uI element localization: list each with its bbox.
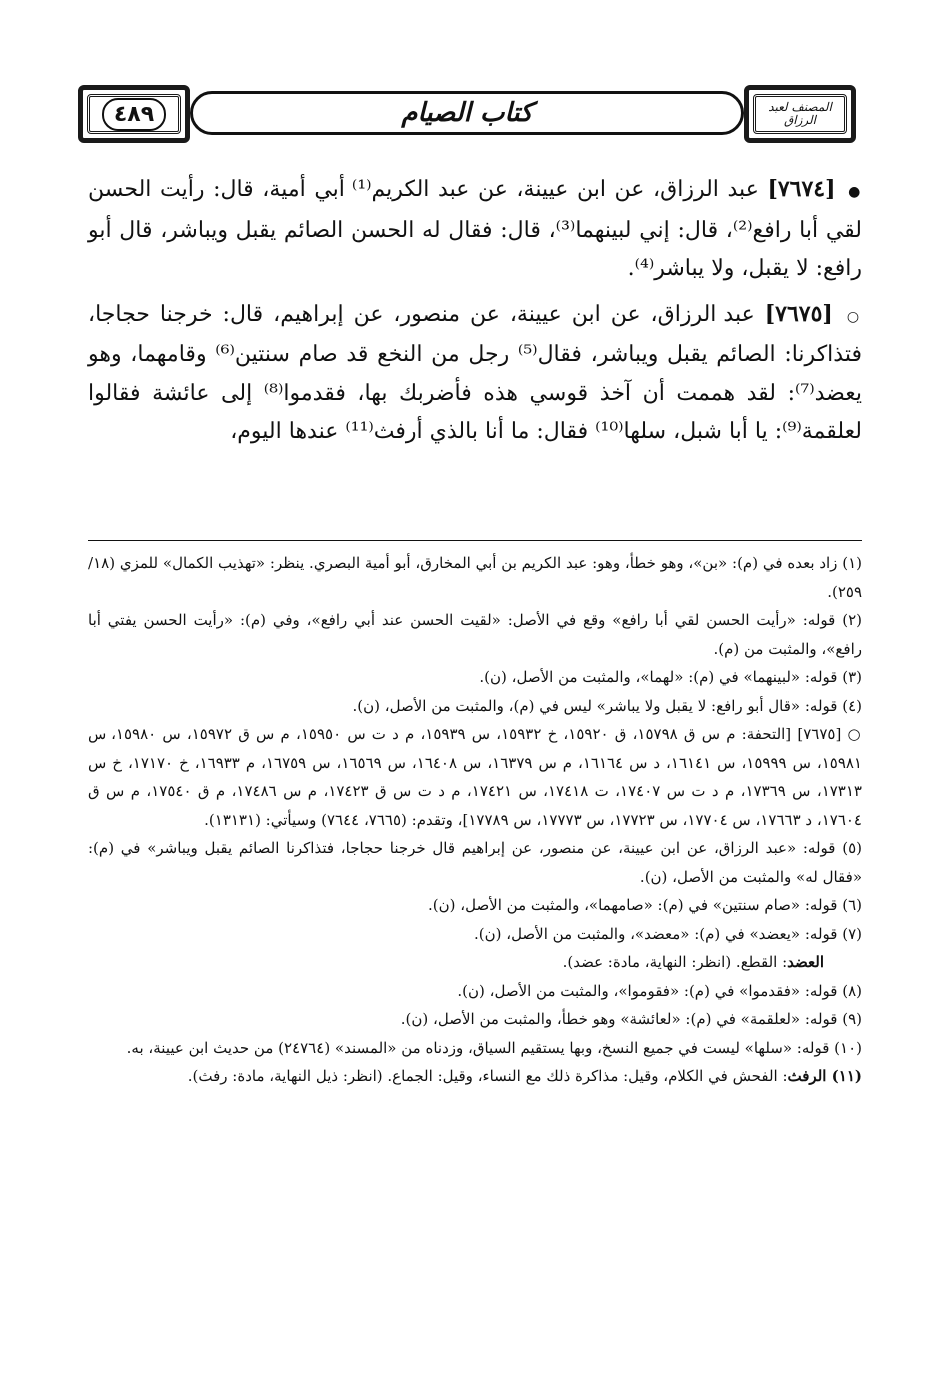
takhrij-note: ○ [٧٦٧٥] [التحفة: م س ق ١٥٧٩٨، ق ١٥٩٢٠، خ ١٥٩٣٢، س ١٥٩٣٩، م د ت س ١٥٩٥٠، م س ق ١٥٩٧٢، س ١٥٩٨٠، س ١٥٩٨١، س ١٥٩٩٩، س ١٦١٤١، د س ١٦١٦٤، م س ١٦٣٧٩، س ١٦٤٠٨، س ١٦٥٦٩، س ١٦٧٥٩، م ١٦٩٣٣، خ ١٧١٧٠، خ س ١٧٣١٣، س ١٧٣٦٩، م د ت س ١٧٤٠٧، ت ١٧٤١٨، س ١٧٤٢١، م د ت س ق ١٧٤٢٣، م س ١٧٤٨٦، م ق ١٧٥٤٠، م س ق ١٧٦٠٤، د ١٧٦٦٣، س ١٧٧٠٤، س ١٧٧٢٣، س ١٧٧٧٣، س ١٧٧٨٩]، وتقدم: (٧٦٦٥، ٧٦٤٤) وسيأتي: (١٣١٣١). xyxy=(88,725,862,829)
footnote: (٢) قوله: «رأيت الحسن لقي أبا رافع» وقع في الأصل: «لقيت الحسن عند أبي رافع»، وفي (م): «رأيت الحسن يفتي أبا رافع»، والمثبت من (م). xyxy=(88,611,862,658)
footnote-divider xyxy=(88,540,862,541)
entry-marker: ○ xyxy=(846,308,863,325)
hadith-entry xyxy=(88,170,862,289)
page-number-frame xyxy=(78,85,190,143)
hadith-text xyxy=(88,170,862,458)
glossary-term: العضد xyxy=(787,953,824,971)
footnote: (٤) قوله: «قال أبو رافع: لا يقبل ولا يباشر» ليس في (م)، والمثبت من الأصل، (ن). xyxy=(352,696,862,715)
entry-number: [٧٦٧٥] xyxy=(764,300,833,327)
footnote: (٩) قوله: «لعلقمة» في (م): «لعائشة» وهو خطأ، والمثبت من الأصل، (ن). xyxy=(400,1010,862,1028)
entry-text: عبد الرزاق، عن ابن عيينة، عن عبد الكريم⁽¹⁾ أبي أمية، قال: رأيت الحسن لقي أبا رافع⁽²⁾، قال: إني لبينهما⁽³⁾، قال: فقال له الحسن الصائم يقبل ويباشر، قال أبو رافع: لا يقبل، ولا يباشر⁽⁴⁾. xyxy=(88,177,862,281)
entry-marker: ● xyxy=(848,184,862,200)
footnotes xyxy=(88,549,862,1091)
chapter-title: كتاب الصيام xyxy=(401,98,533,128)
entry-number: [٧٦٧٤] xyxy=(767,176,836,202)
entry-text: عبد الرزاق، عن ابن عيينة، عن منصور، عن إبراهيم، قال: خرجنا حجاجا، فتذاكرنا: الصائم يقبل ويباشر، فقال⁽⁵⁾ رجل من النخع قد صام سنتين⁽⁶⁾ وقامهما، وهو يعضد⁽⁷⁾: لقد هممت أن آخذ قوسي هذه فأضربك بها، فقدموا⁽⁸⁾ إلى عائشة فقالوا لعلقمة⁽⁹⁾: يا أبا شبل، سلها⁽¹⁰⁾ فقال: ما أنا بالذي أرفث⁽¹¹⁾ عندها اليوم، xyxy=(88,301,862,444)
hadith-entry xyxy=(88,295,862,452)
chapter-title-band xyxy=(190,91,744,135)
footnote xyxy=(88,1062,862,1091)
series-title: المصنف لعبد الرزاق xyxy=(768,99,832,127)
series-logo-frame xyxy=(744,85,856,143)
glossary-text: : القطع. (انظر: النهاية، مادة: عضد). xyxy=(562,953,788,971)
footnote: (١٠) قوله: «سلها» ليست في جميع النسخ، وبها يستقيم السياق، وزدناه من «المسند» (٢٤٧٦٤) من حديث ابن عيينة، به. xyxy=(126,1038,862,1057)
glossary-note xyxy=(88,948,862,977)
footnote: (١) زاد بعده في (م): «بن»، وهو خطأ، وهو: عبد الكريم بن أبي المخارق، أبو أمية البصري. ينظر: «تهذيب الكمال» للمزي (١٨/ ٢٥٩). xyxy=(88,554,862,601)
footnote: (٣) قوله: «لبينهما» في (م): «لهما»، والمثبت من الأصل، (ن). xyxy=(479,668,862,686)
page-number: ٤٨٩ xyxy=(102,98,166,131)
glossary-text: : الفحش في الكلام، وقيل: مذاكرة ذلك مع النساء، وقيل: الجماع. (انظر: ذيل النهاية، مادة: رفث). xyxy=(187,1067,788,1085)
page-header xyxy=(78,85,856,143)
footnote: (٥) قوله: «عبد الرزاق، عن ابن عيينة، عن منصور، عن إبراهيم قال خرجنا حجاجا، فتذاكرنا الصائم يقبل ويباشر» في (م): «فقال له» والمثبت من الأصل، (ن). xyxy=(88,839,862,886)
glossary-term: (١١) الرفث xyxy=(787,1067,862,1085)
footnote: (٨) قوله: «فقدموا» في (م): «فقوموا»، والمثبت من الأصل، (ن). xyxy=(457,981,862,1000)
footnote: (٦) قوله: «صام سنتين» في (م): «صامهما»، والمثبت من الأصل، (ن). xyxy=(427,896,862,914)
footnote: (٧) قوله: «يعضد» في (م): «معضد»، والمثبت من الأصل، (ن). xyxy=(473,924,862,943)
